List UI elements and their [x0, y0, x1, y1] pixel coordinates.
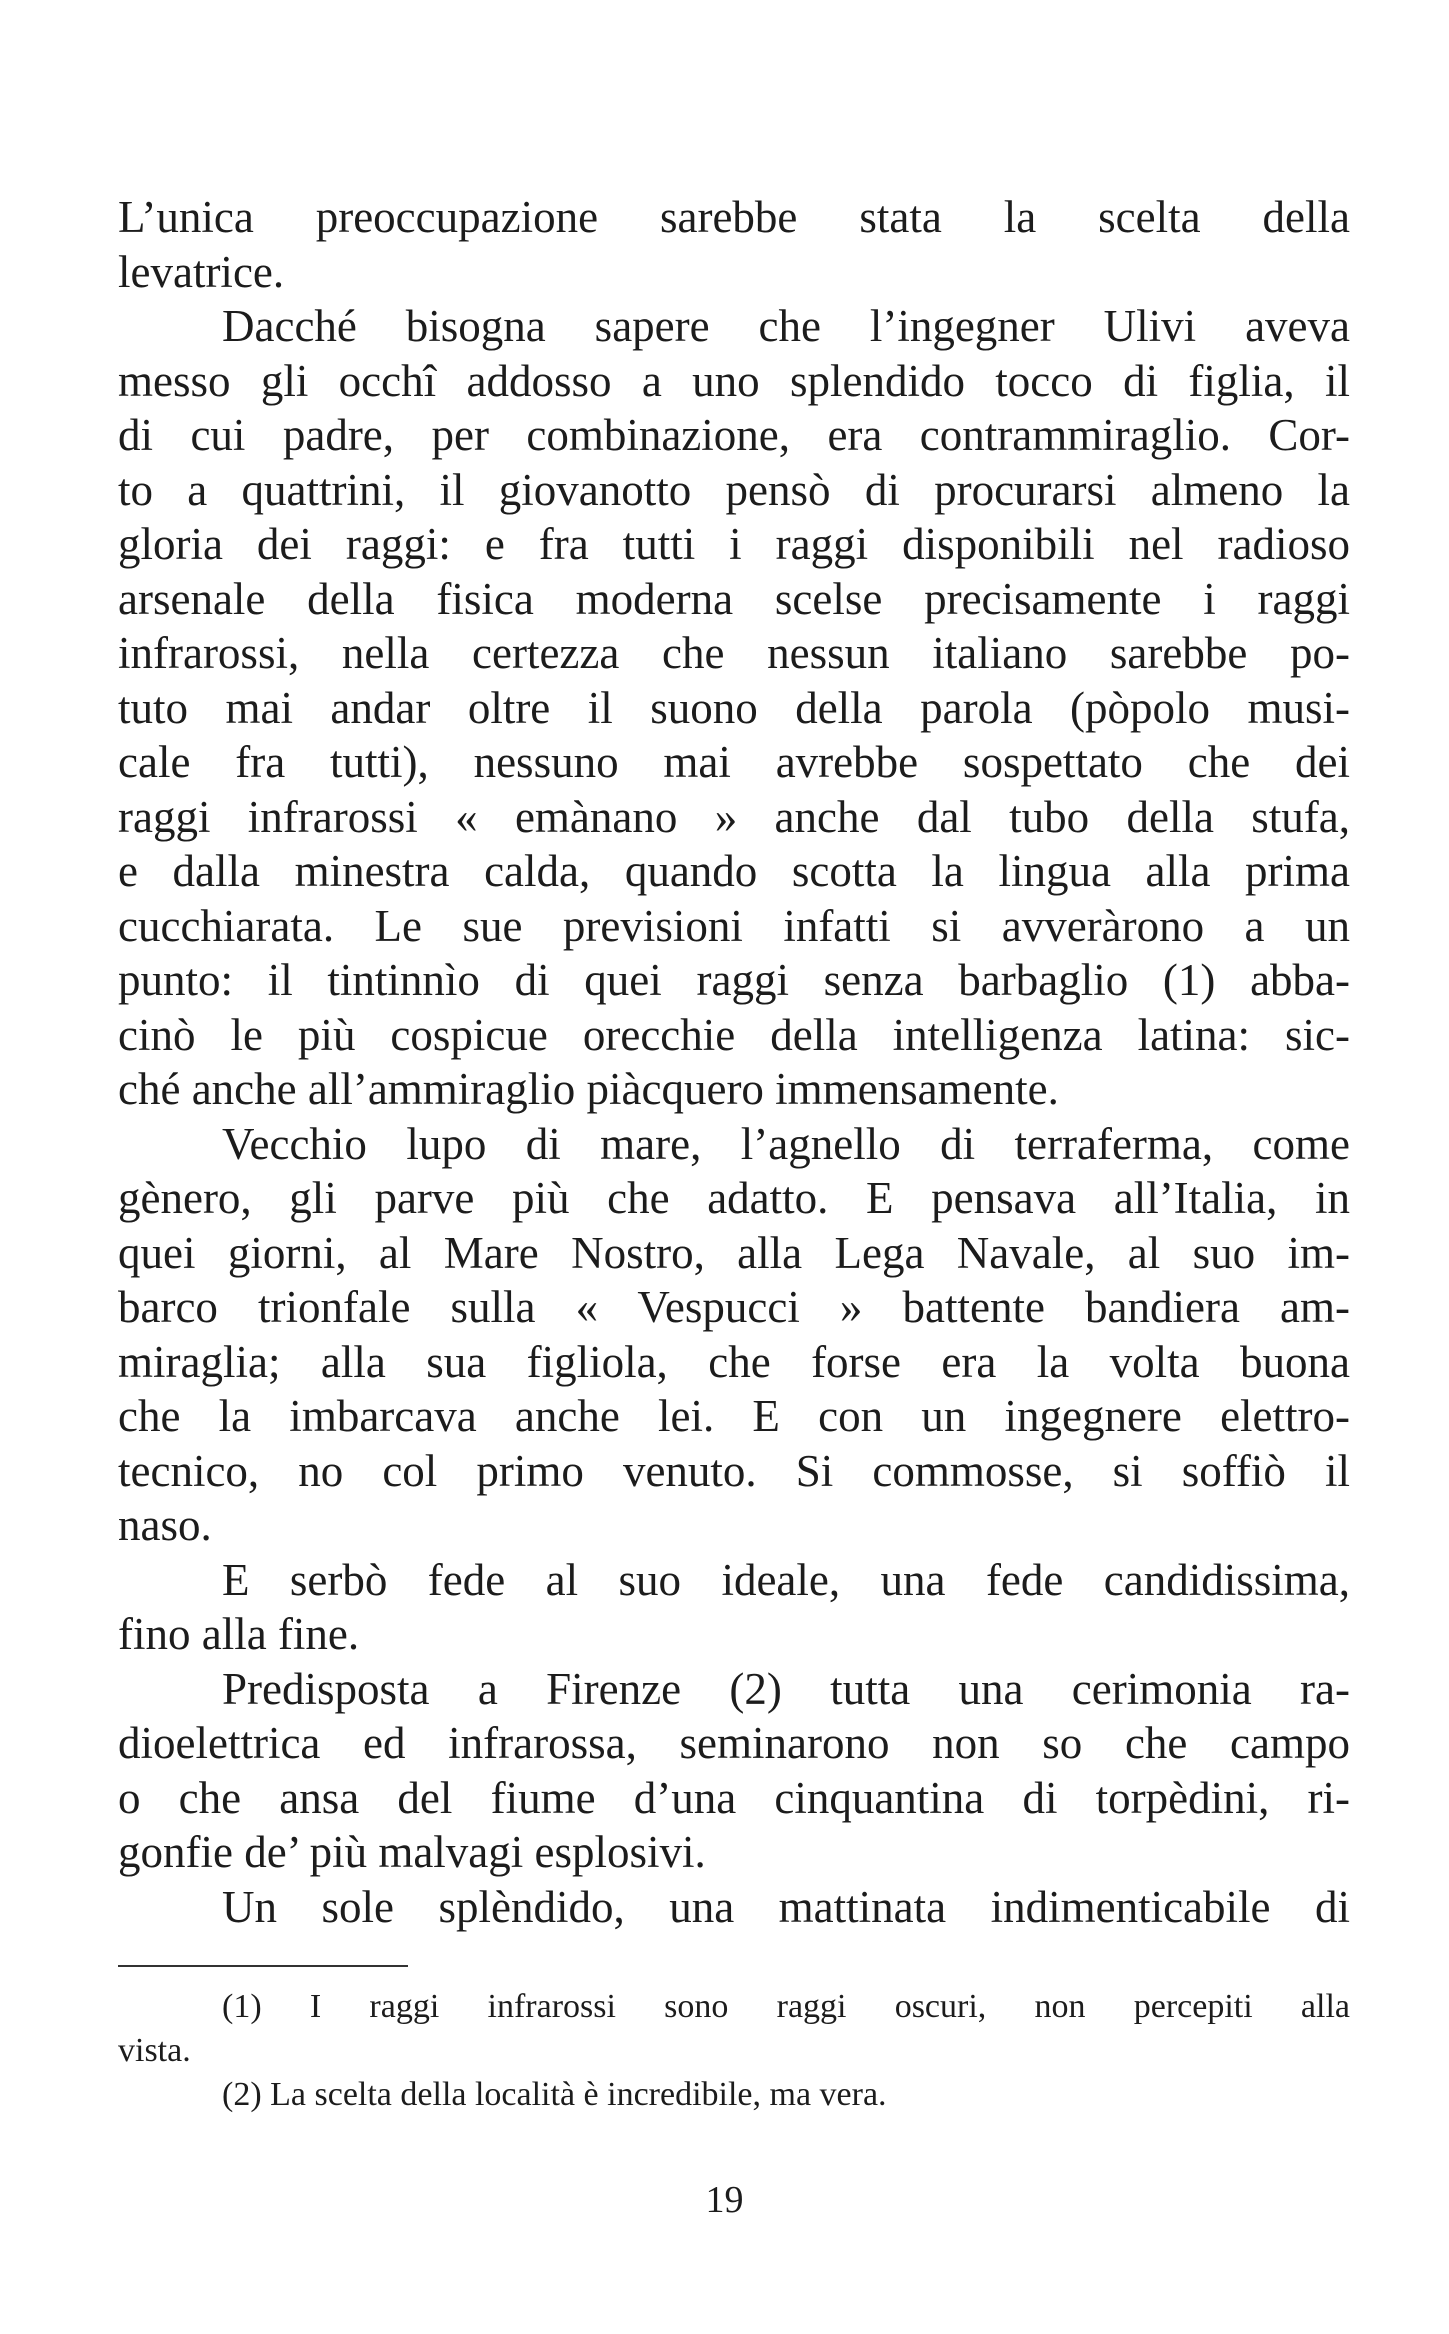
text-line: miraglia; alla sua figliola, che forse era la volta buona — [118, 1336, 1350, 1387]
text-line: fino alla fine. — [118, 1609, 360, 1659]
text-line: Un sole splèndido, una mattinata indimenticabile di — [222, 1881, 1350, 1932]
text-line: cale fra tutti), nessuno mai avrebbe sospettato che dei — [118, 737, 1350, 787]
text-line: ché anche all’ammiraglio piàcquero immensamente. — [118, 1064, 1059, 1114]
text-line: L’unica preoccupazione sarebbe stata la scelta della — [118, 192, 1350, 242]
text-line: gloria dei raggi: e fra tutti i raggi disponibili nel radioso — [118, 519, 1350, 569]
text-line: raggi infrarossi « emànano » anche dal tubo della stufa, — [118, 791, 1350, 842]
text-line: cucchiarata. Le sue previsioni infatti si avveràrono a un — [118, 900, 1350, 951]
text-line: o che ansa del fiume d’una cinquantina di torpèdini, ri- — [118, 1772, 1350, 1823]
text-line: Predisposta a Firenze (2) tutta una cerimonia ra- — [222, 1663, 1350, 1714]
text-line: E serbò fede al suo ideale, una fede candidissima, — [222, 1554, 1350, 1605]
text-line: e dalla minestra calda, quando scotta la lingua alla prima — [118, 846, 1350, 896]
footnotes — [118, 1985, 1350, 2117]
text-line: Dacché bisogna sapere che l’ingegner Ulivi aveva — [222, 301, 1350, 351]
text-line: tuto mai andar oltre il suono della parola (pòpolo musi- — [118, 682, 1350, 733]
text-line: messo gli occhî addosso a uno splendido tocco di figlia, il — [118, 355, 1350, 406]
text-line: quei giorni, al Mare Nostro, alla Lega Navale, al suo im- — [118, 1227, 1350, 1278]
text-line: cinò le più cospicue orecchie della intelligenza latina: sic- — [118, 1009, 1350, 1060]
text-line: di cui padre, per combinazione, era contrammiraglio. Cor- — [118, 410, 1350, 460]
footnote-line: vista. — [118, 2032, 191, 2069]
text-line: gonfie de’ più malvagi esplosivi. — [118, 1827, 706, 1877]
text-line: levatrice. — [118, 246, 285, 297]
text-line: arsenale della fisica moderna scelse precisamente i raggi — [118, 573, 1350, 624]
text-line: barco trionfale sulla « Vespucci » battente bandiera am- — [118, 1282, 1350, 1332]
page-number: 19 — [705, 2179, 744, 2221]
text-line: Vecchio lupo di mare, l’agnello di terraferma, come — [222, 1118, 1350, 1169]
body-text — [118, 190, 1350, 1934]
text-line: to a quattrini, il giovanotto pensò di procurarsi almeno la — [118, 464, 1350, 515]
text-line: tecnico, no col primo venuto. Si commosse, si soffiò il — [118, 1445, 1350, 1496]
footnote-divider — [118, 1965, 408, 1967]
footnote-line: (2) La scelta della località è incredibile, ma vera. — [222, 2076, 887, 2113]
text-line: punto: il tintinnìo di quei raggi senza barbaglio (1) abba- — [118, 955, 1350, 1005]
text-line: gènero, gli parve più che adatto. E pensava all’Italia, in — [118, 1173, 1350, 1223]
text-line: naso. — [118, 1500, 212, 1550]
text-line: infrarossi, nella certezza che nessun italiano sarebbe po- — [118, 628, 1350, 678]
text-line: dioelettrica ed infrarossa, seminarono non so che campo — [118, 1718, 1350, 1768]
text-line: che la imbarcava anche lei. E con un ingegnere elettro- — [118, 1391, 1350, 1441]
footnote-line: (1) I raggi infrarossi sono raggi oscuri, non percepiti alla — [222, 1988, 1350, 2025]
